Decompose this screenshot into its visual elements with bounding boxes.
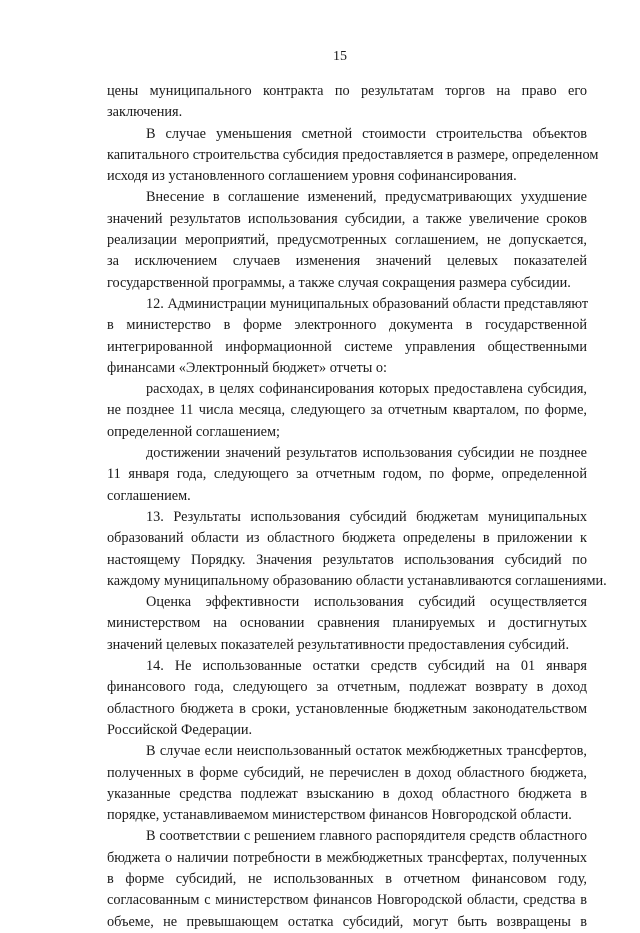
- text-line: исходя из установленного соглашением уровня софинансирования.: [107, 168, 517, 185]
- paragraph: [107, 592, 587, 656]
- text-line: Российской Федерации.: [107, 721, 253, 738]
- text-line: министерством на основании сравнения планируемых и достигнутых: [107, 615, 587, 632]
- text-line: интегрированной информационной системе управления общественными: [107, 338, 587, 355]
- paragraph: [107, 507, 607, 592]
- text-line: 13. Результаты использования субсидий бюджетам муниципальных: [146, 508, 587, 525]
- text-line: В случае если неиспользованный остаток межбюджетных трансфертов,: [146, 743, 587, 760]
- text-line: за исключением случаев изменения значений целевых показателей: [107, 253, 587, 270]
- text-line: значений целевых показателей результативности предоставления субсидий.: [107, 636, 570, 653]
- text-line: государственной программы, а также случая сокращения размера субсидии.: [107, 274, 571, 291]
- text-line: порядке, устанавливаемом министерством финансов Новгородской области.: [107, 807, 572, 824]
- document-body: [107, 81, 607, 933]
- text-line: бюджета о наличии потребности в межбюджетных трансфертах, полученных: [107, 849, 587, 866]
- text-line: финансами «Электронный бюджет» отчеты о:: [107, 359, 387, 376]
- text-line: в форме субсидий, не использованных в отчетном финансовом году,: [107, 870, 587, 887]
- paragraph: [107, 379, 587, 443]
- text-line: В случае уменьшения сметной стоимости строительства объектов: [146, 125, 587, 142]
- text-line: капитального строительства субсидия предоставляется в размере, определенном: [107, 146, 599, 163]
- text-line: в министерство в форме электронного документа в государственной: [107, 317, 587, 334]
- text-line: В соответствии с решением главного распорядителя средств областного: [146, 828, 587, 845]
- text-line: 11 января года, следующего за отчетным годом, по форме, определенной: [107, 466, 587, 483]
- text-line: заключения.: [107, 104, 183, 121]
- text-line: Внесение в соглашение изменений, предусматривающих ухудшение: [146, 189, 587, 206]
- text-line: настоящему Порядку. Значения результатов использования субсидий по: [107, 551, 587, 568]
- paragraph: [107, 826, 587, 932]
- text-line: указанные средства подлежат взысканию в доход областного бюджета в: [107, 785, 587, 802]
- text-line: определенной соглашением;: [107, 423, 281, 440]
- page-number: 15: [333, 49, 347, 64]
- text-line: достижении значений результатов использования субсидии не позднее: [146, 445, 587, 462]
- text-line: областного бюджета в сроки, установленные бюджетным законодательством: [107, 700, 587, 717]
- text-line: полученных в форме субсидий, не перечислен в доход областного бюджета,: [107, 764, 587, 781]
- text-line: реализации мероприятий, предусмотренных соглашением, не допускается,: [107, 232, 587, 249]
- text-line: значений результатов использования субсидии, а также увеличение сроков: [107, 210, 587, 227]
- text-line: 12. Администрации муниципальных образований области представляют: [146, 295, 589, 312]
- text-line: соглашением.: [107, 487, 191, 504]
- text-line: финансового года, следующего за отчетным, подлежат возврату в доход: [107, 679, 587, 696]
- text-line: расходах, в целях софинансирования которых предоставлена субсидия,: [146, 381, 587, 398]
- paragraph: [107, 294, 587, 379]
- paragraph: [107, 443, 587, 507]
- paragraph: [107, 187, 587, 293]
- paragraph: [107, 124, 599, 188]
- text-line: 14. Не использованные остатки средств субсидий на 01 января: [146, 658, 587, 675]
- text-line: объеме, не превышающем остатка субсидий, могут быть возвращены в: [107, 913, 587, 930]
- paragraph: [107, 81, 587, 124]
- text-line: образований области из областного бюджета определены в приложении к: [107, 530, 587, 547]
- text-line: каждому муниципальному образованию области устанавливаются соглашениями.: [107, 572, 607, 589]
- text-line: цены муниципального контракта по результатам торгов на право его: [107, 83, 587, 99]
- text-line: согласованным с министерством финансов Новгородской области, средства в: [107, 892, 587, 909]
- paragraph: [107, 741, 587, 826]
- text-line: не позднее 11 числа месяца, следующего за отчетным кварталом, по форме,: [107, 402, 587, 419]
- text-line: Оценка эффективности использования субсидий осуществляется: [146, 594, 587, 611]
- paragraph: [107, 656, 587, 741]
